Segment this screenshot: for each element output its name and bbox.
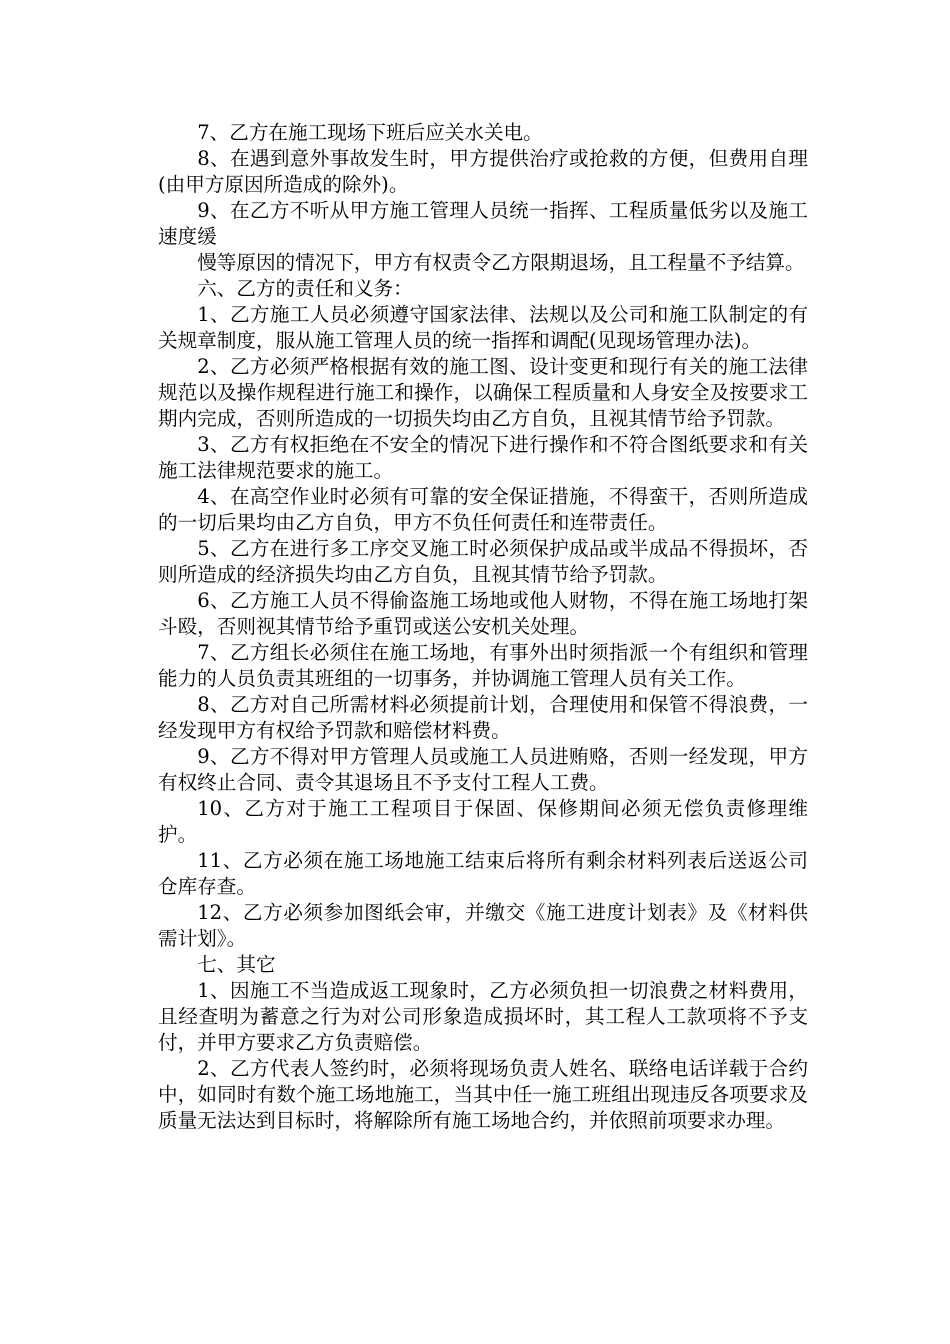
paragraph-other-1: 1、因施工不当造成返工现象时，乙方必须负担一切浪费之材料费用，且经查明为蓄意之行为对公司形象造成损坏时，其工程人工款项将不予支付，并甲方要求乙方负责赔偿。 — [158, 979, 808, 1054]
section-heading-party-b-duties: 六、乙方的责任和义务： — [197, 277, 413, 300]
paragraph-item-7-power-off: 7、乙方在施工现场下班后应关水关电。 — [197, 121, 543, 144]
document-body — [158, 120, 808, 1134]
paragraph-item-9-continued: 慢等原因的情况下，甲方有权责令乙方限期退场，且工程量不予结算。 — [197, 251, 805, 274]
paragraph-duty-3: 3、乙方有权拒绝在不安全的情况下进行操作和不符合图纸要求和有关施工法律规范要求的施工。 — [158, 433, 808, 482]
paragraph-item-9-discipline: 9、在乙方不听从甲方施工管理人员统一指挥、工程质量低劣以及施工速度缓 — [158, 199, 808, 248]
paragraph-duty-12: 12、乙方必须参加图纸会审，并缴交《施工进度计划表》及《材料供需计划》。 — [158, 901, 808, 950]
paragraph-duty-2: 2、乙方必须严格根据有效的施工图、设计变更和现行有关的施工法律规范以及操作规程进行施工和操作，以确保工程质量和人身安全及按要求工期内完成，否则所造成的一切损失均由乙方自负，且视其情节给予罚款。 — [158, 355, 808, 430]
paragraph-duty-7: 7、乙方组长必须住在施工场地，有事外出时须指派一个有组织和管理能力的人员负责其班组的一切事务，并协调施工管理人员有关工作。 — [158, 641, 808, 690]
paragraph-duty-1: 1、乙方施工人员必须遵守国家法律、法规以及公司和施工队制定的有关规章制度，服从施工管理人员的统一指挥和调配(见现场管理办法)。 — [158, 303, 808, 352]
paragraph-item-8-accident: 8、在遇到意外事故发生时，甲方提供治疗或抢救的方便，但费用自理(由甲方原因所造成的除外)。 — [158, 147, 808, 196]
paragraph-duty-10: 10、乙方对于施工工程项目于保固、保修期间必须无偿负责修理维护。 — [158, 797, 808, 846]
paragraph-duty-6: 6、乙方施工人员不得偷盗施工场地或他人财物，不得在施工场地打架斗殴，否则视其情节给予重罚或送公安机关处理。 — [158, 589, 808, 638]
paragraph-duty-11: 11、乙方必须在施工场地施工结束后将所有剩余材料列表后送返公司仓库存查。 — [158, 849, 808, 898]
paragraph-other-2: 2、乙方代表人签约时，必须将现场负责人姓名、联络电话详载于合约中，如同时有数个施工场地施工，当其中任一施工班组出现违反各项要求及质量无法达到目标时，将解除所有施工场地合约，并依照前项要求办理。 — [158, 1057, 808, 1132]
paragraph-duty-5: 5、乙方在进行多工序交叉施工时必须保护成品或半成品不得损坏，否则所造成的经济损失均由乙方自负，且视其情节给予罚款。 — [158, 537, 808, 586]
paragraph-duty-4: 4、在高空作业时必须有可靠的安全保证措施，不得蛮干，否则所造成的一切后果均由乙方自负，甲方不负任何责任和连带责任。 — [158, 485, 808, 534]
section-heading-other: 七、其它 — [197, 953, 276, 976]
paragraph-duty-8: 8、乙方对自己所需材料必须提前计划，合理使用和保管不得浪费，一经发现甲方有权给予罚款和赔偿材料费。 — [158, 693, 808, 742]
paragraph-duty-9: 9、乙方不得对甲方管理人员或施工人员进贿赂，否则一经发现，甲方有权终止合同、责令其退场且不予支付工程人工费。 — [158, 745, 808, 794]
